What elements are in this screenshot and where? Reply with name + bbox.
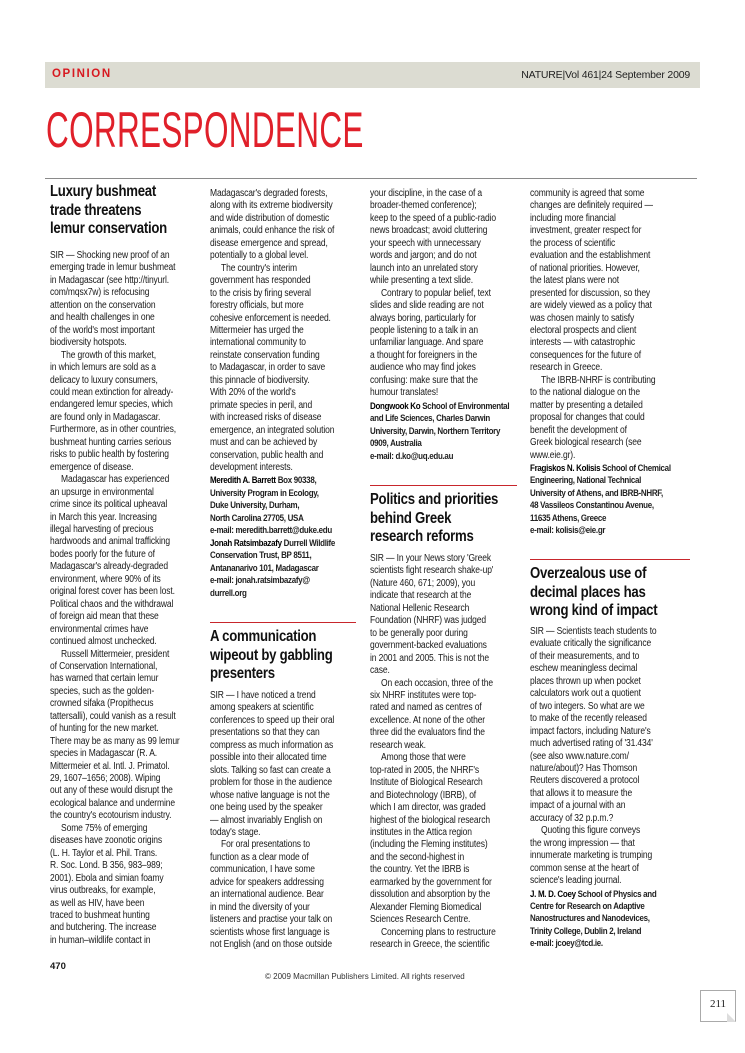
author-address: School of Chemical Engineering, National Technical University of Athens, and IBRB-NHRF, 48 Vassileos Constantinou Avenue, 11635 Athens, Greece e-mail: kolisis@eie.gr (530, 461, 671, 536)
headline-bushmeat: Luxury bushmeat trade threatens lemur conservation (50, 183, 167, 237)
paragraph: SIR — I have noticed a trend among speakers at scientific conferences to speed up their oral presentations so that they can compress as much information as possible into their allocated time slots. Talking so fast can create a problem for those in the audience whose native language is not the one being used by the speaker — almost invariably English on today's stage. (210, 690, 335, 838)
paragraph: Madagascar has experienced an upsurge in environmental crime since its political upheaval in March this year. Increasing illegal harvesting of precious hardwoods and animal trafficking bodes poorly for the future of Madagascar's already-degraded environment, where 90% of its original forest cover has been lost. Political chaos and the withdrawal of foreign aid mean that these environmental crimes have continued almost unchecked. (50, 474, 175, 648)
paragraph: Some 75% of emerging diseases have zoonotic origins (L. H. Taylor et al. Phil. Trans. R. Soc. Lond. B 356, 983–989; 2001). Ebola and simian foamy virus outbreaks, for example, as well as HIV, have been traced to bushmeat hunting and butchering. The increase in human–wildlife contact in (50, 822, 164, 946)
article-body-column (210, 188, 335, 599)
headline-greek-research: Politics and priorities behind Greek research reforms (370, 491, 499, 545)
article-body-column (370, 188, 509, 462)
author-signature (210, 474, 335, 536)
article-divider (370, 485, 517, 486)
author-name: Fragiskos N. Kolisis (530, 461, 601, 473)
author-signature (370, 400, 509, 462)
issue-info: NATURE|Vol 461|24 September 2009 (521, 69, 690, 81)
paragraph: Quoting this figure conveys the wrong impression — that innumerate marketing is trumping common sense at the heart of science's leading journal. (530, 825, 653, 887)
paragraph: The IBRB-NHRF is contributing to the national dialogue on the matter by presenting a detailed proposal for changes that could benefit the development of Greek biological research (see www.eie.gr). (530, 374, 656, 461)
article-body-column (530, 626, 657, 950)
author-name: Jonah Ratsimbazafy (210, 536, 282, 548)
headline-communication: A communication wipeout by gabbling presenters (210, 628, 333, 682)
paragraph: Among those that were top-rated in 2005, the NHRF's Institute of Biological Research and Biotechnology (IBRB), of which I am director, was graded highest of the biological research institutes in the Attica region (including the Fleming institutes) and the second-highest in the country. Yet the IBRB is earmarked by the government for dissolution and absorption by the Alexander Fleming Biomedical Sciences Research Centre. (370, 752, 492, 926)
paragraph: For oral presentations to function as a clear mode of communication, I have some advice for speakers addressing an international audience. Bear in mind the diversity of your listeners and practise your talk on scientists whose first language is not English (and on those outside (210, 839, 333, 951)
paragraph: Russell Mittermeier, president of Conservation International, has warned that certain lemur species, such as the golden- crowned sifaka (Propithecus tattersalli), could vanish as a result of hunting for the new market. There may be as many as 99 lemur species in Madagascar (R. A. Mittermeier et al. Intl. J. Primatol. 29, 1607–1656; 2008). Wiping out any of these would disrupt the ecological balance and undermine the country's ecotourism industry. (50, 648, 180, 822)
author-address: Box 90338, University Program in Ecology, Duke University, Durham, North Carolina 27705, USA e-mail: meredith.barrett@duke.edu (210, 474, 332, 536)
author-name: Meredith A. Barrett (210, 474, 276, 486)
paragraph: SIR — In your News story 'Greek scientists fight research shake-up' (Nature 460, 671; 2009), you indicate that research at the National Hellenic Research Foundation (NHRF) was judged to be generally poor during government-backed evaluations in 2001 and 2005. This is not the case. (370, 553, 494, 677)
author-signature (530, 888, 657, 950)
article-headline (50, 183, 167, 239)
author-signature (530, 462, 671, 537)
article-divider (530, 559, 690, 560)
article-body-column (370, 553, 496, 952)
article-headline (370, 491, 498, 547)
paragraph: SIR — Shocking new proof of an emerging trade in lemur bushmeat in Madagascar (see http://tinyurl. com/mqsx7w) is refocusing attention on the conservation and health challenges in one of the world's most important biodiversity hotspots. (50, 250, 176, 349)
author-address: School of Physics and Centre for Research on Adaptive Nanostructures and Nanodevices, Trinity College, Dublin 2, Ireland e-mail: jcoey@tcd.ie. (530, 887, 657, 949)
headline-decimal-places: Overzealous use of decimal places has wrong kind of impact (530, 565, 658, 619)
article-body-column (210, 690, 334, 952)
author-address: Durrell Wildlife Conservation Trust, BP 8511, Antananarivo 101, Madagascar e-mail: jonah.ratsimbazafy@ durrell.org (210, 536, 336, 598)
paragraph: Contrary to popular belief, text slides and slide reading are not always boring, particularly for people listening to a talk in an unfamiliar language. And spare a thought for foreigners in the audience who may find jokes confusing: make sure that the humour translates! (370, 287, 491, 399)
article-divider (210, 622, 356, 623)
divider (45, 178, 697, 179)
article-body-column (50, 250, 180, 947)
paragraph: Madagascar's degraded forests, along with its extreme biodiversity and wide distribution of domestic animals, could enhance the risk of disease emergence and spread, potentially to a global level. (210, 188, 335, 262)
copyright-notice: © 2009 Macmillan Publishers Limited. All rights reserved (265, 972, 465, 981)
section-header-bar (45, 62, 700, 88)
paragraph: The country's interim government has responded to the crisis by firing several forestry officials, but more cohesive enforcement is needed. Mittermeier has urged the international community to reinstate conservation funding to Madagascar, in order to save this pinnacle of biodiversity. With 20% of the world's primate species in peril, and with increased risks of disease emergence, an integrated solution must and can be achieved by conservation, public health and development interests. (210, 262, 335, 473)
page-title: CORRESPONDENCE (46, 102, 364, 158)
page-tag-number: 211 (709, 998, 727, 1010)
page-curl-icon (727, 1013, 736, 1022)
author-signature (210, 537, 335, 599)
author-name: Dongwook Ko (370, 399, 421, 411)
article-body-column (530, 188, 671, 537)
article-headline (210, 628, 333, 684)
paragraph: The growth of this market, in which lemurs are sold as a delicacy to luxury consumers, could mean extinction for already- endangered lemur species, which are found only in Madagascar. Furthermore, as in other countries, bushmeat hunting carries serious risks to public health by fostering emergence of disease. (50, 349, 176, 473)
page-tag (700, 990, 736, 1022)
paragraph: Concerning plans to restructure research in Greece, the scientific (370, 926, 496, 951)
page-number: 470 (50, 961, 66, 972)
author-address: School of Environmental and Life Sciences, Charles Darwin University, Darwin, Northern Territory 0909, Australia e-mail: d.ko@uq.edu.au (370, 399, 510, 461)
section-label: OPINION (52, 68, 112, 80)
paragraph: your discipline, in the case of a broader-themed conference); keep to the speed of a public-radio news broadcast; avoid cluttering your speech with unnecessary words and jargon; and do not launch into an unrelated story while presenting a text slide. (370, 188, 496, 287)
paragraph: community is agreed that some changes are definitely required — including more financial investment, greater respect for the process of scientific evaluation and the establishment of national priorities. However, the latest plans were not presented for discussion, so they are widely viewed as a policy that was chosen mainly to satisfy electoral prospects and client interests — with catastrophic consequences for the future of research in Greece. (530, 188, 653, 374)
paragraph: On each occasion, three of the six NHRF institutes were top- rated and named as centres of excellence. At none of the other three did the evaluators find the research weak. (370, 677, 493, 751)
article-headline (530, 565, 657, 621)
paragraph: SIR — Scientists teach students to evaluate critically the significance of their measurements, and to eschew meaningless decimal places thrown up when pocket calculators work out a quotient of two integers. So what are we to make of the recently released impact factors, including Nature's much advertised rating of '31.434' (see also www.nature.com/ nature/about)? Has Thomson Reuters discovered a protocol that allows it to measure the impact of a journal with an accuracy of 32 p.p.m.? (530, 626, 657, 824)
author-name: J. M. D. Coey (530, 887, 576, 899)
